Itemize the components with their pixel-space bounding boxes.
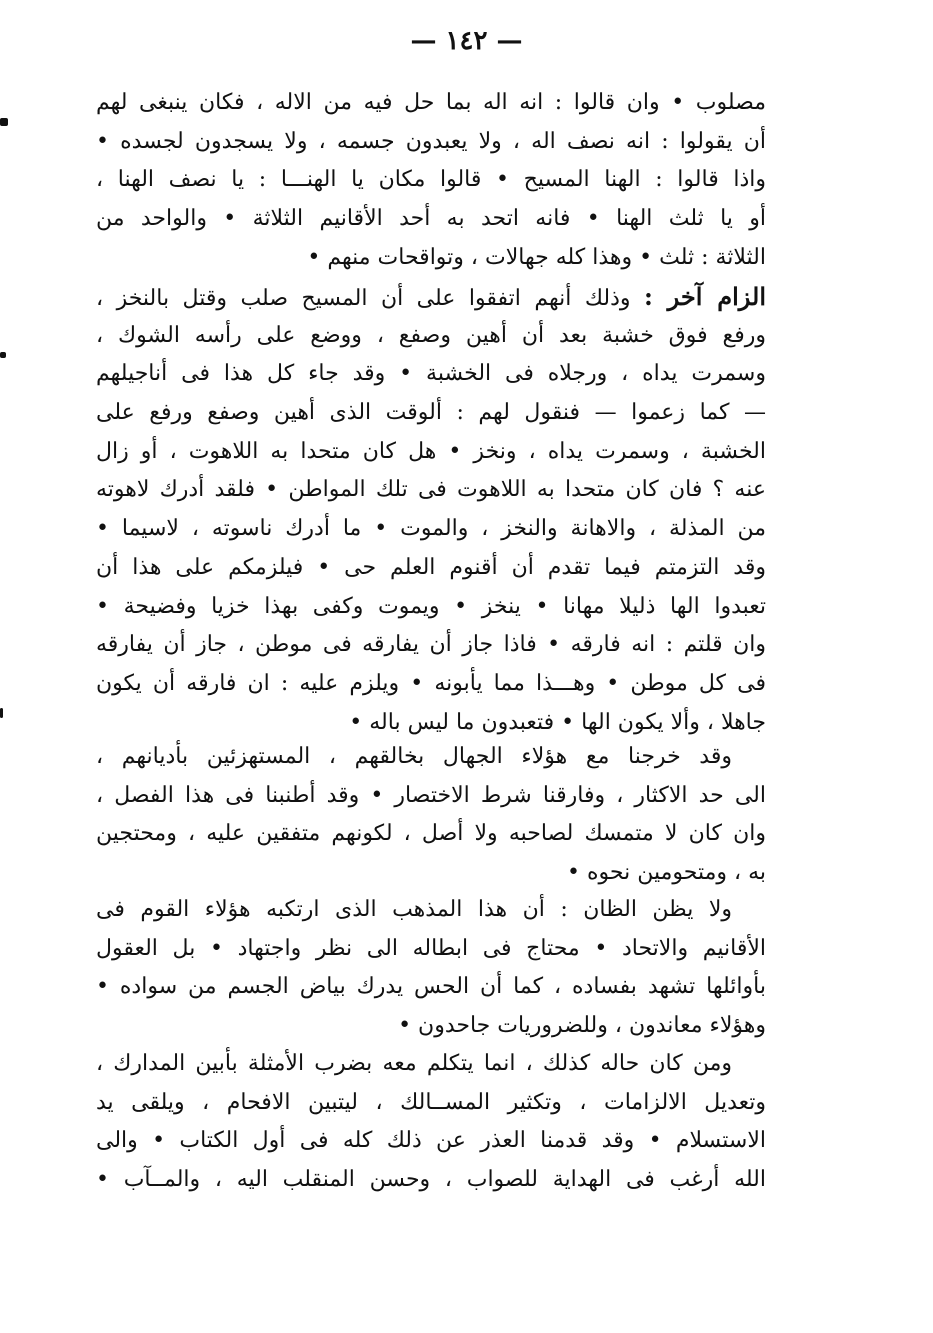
text-line: تعبدوا الها ذليلا مهانا • ينخز • ويموت وكفى بهذا خزيا وفضيحة •	[96, 593, 766, 619]
text-span: وذلك أنهم اتفقوا على أن المسيح صلب وقتل بالنخز ،	[96, 286, 631, 311]
text-line: وسمرت يداه ، ورجلاه فى الخشبة • وقد جاء كل هذا فى أناجيلهم	[96, 361, 766, 387]
text-line: ورفع فوق خشبة بعد أن أهين وصفع ، ووضع على رأسه الشوك ،	[96, 322, 766, 348]
text-line: الله أرغب فى الهداية للصواب ، وحسن المنقلب اليه ، والمــآب •	[96, 1167, 766, 1193]
paragraph-2	[96, 278, 766, 742]
text-line: جاهلا ، وألا يكون الها • فتعبدون ما ليس باله •	[349, 709, 766, 735]
text-line: بأوائلها تشهد بفساده ، كما أن الحس يدرك بياض الجسم من سواده •	[96, 974, 766, 1000]
scan-edge-mark	[0, 118, 8, 126]
text-line: أن يقولوا : انه نصف اله ، ولا يعبدون جسمه ، ولا يسجدون لجسده •	[96, 128, 766, 154]
text-line: به ، ومتحومين نحوه •	[567, 860, 766, 886]
text-line: الاستسلام • وقد قدمنا العذر عن ذلك كله فى أول الكتاب • والى	[96, 1128, 766, 1154]
paragraph-lead-heading: الزام آخر :	[643, 282, 766, 311]
text-line: أو يا ثلث الهنا • فانه اتحد به أحد الأقانيم الثلاثة • والواحد من	[96, 206, 766, 232]
text-line-with-lead	[96, 278, 766, 317]
text-line: مصلوب • وان قالوا : انه اله بما حل فيه من الاله ، فكان ينبغى لهم	[96, 90, 766, 115]
paragraph-4	[96, 891, 766, 1046]
text-line: وقد خرجنا مع هؤلاء الجهال بخالقهم ، المستهزئين بأديانهم ،	[96, 744, 732, 769]
text-line: فى كل موطن • وهـــذا مما يأبونه • ويلزم عليه : ان فارقه أن يكون	[96, 670, 766, 696]
text-line: وقد التزمتم فيما تقدم أن أقنوم العلم حى • فيلزمكم على هذا أن	[96, 554, 766, 580]
page-number: — ١٤٢ —	[410, 26, 523, 56]
text-line: وهؤلاء معاندون ، وللضروريات جاحدون •	[398, 1013, 766, 1039]
text-line: الخشبة ، وسمرت يداه ، ونخز • هل كان متحدا به اللاهوت ، أو زال	[96, 438, 766, 464]
paragraph-1	[96, 84, 766, 277]
scan-edge-mark	[0, 708, 3, 718]
scan-edge-mark	[0, 352, 6, 358]
text-line: — كما زعموا — فنقول لهم : ألوقت الذى أهين وصفع ورفع على	[96, 400, 766, 426]
text-line: ومن كان حاله كذلك ، انما يتكلم معه بضرب الأمثلة بأبين المدارك ،	[96, 1051, 732, 1076]
text-line: الأقانيم والاتحاد • محتاج فى ابطاله الى نظر واجتهاد • بل العقول	[96, 935, 766, 961]
text-line: وتعديل الالزامات ، وتكثير المســالك ، ليتبين الافحام ، ويلقى يد	[96, 1089, 766, 1115]
text-line: الى حد الاكثار ، وفارقنا شرط الاختصار • وقد أطنبنا فى هذا الفصل ،	[96, 782, 766, 808]
text-line: الثلاثة : ثلث • وهذا كله جهالات ، وتواقحات منهم •	[307, 244, 766, 270]
text-line: واذا قالوا : الهنا المسيح • قالوا مكان يا الهنـــا : يا نصف الهنا ،	[96, 167, 766, 193]
paragraph-3	[96, 738, 766, 893]
text-line: وان قلتم : انه فارقه • فاذا جاز أن يفارقه فى موطن ، جاز أن يفارقه	[96, 632, 766, 658]
text-line: ولا يظن الظان : أن هذا المذهب الذى ارتكبه هؤلاء القوم فى	[96, 897, 732, 922]
text-line: من المذلة ، والاهانة والنخز ، والموت • ما أدرك ناسوته ، لاسيما •	[96, 516, 766, 542]
text-line: عنه ؟ فان كان متحدا به اللاهوت فى تلك المواطن • فلقد أدرك لاهوته	[96, 477, 766, 503]
text-line: وان كان لا متمسك لصاحبه ولا أصل ، لكونهم متفقين عليه ، ومحتجين	[96, 821, 766, 847]
paragraph-5	[96, 1045, 766, 1200]
